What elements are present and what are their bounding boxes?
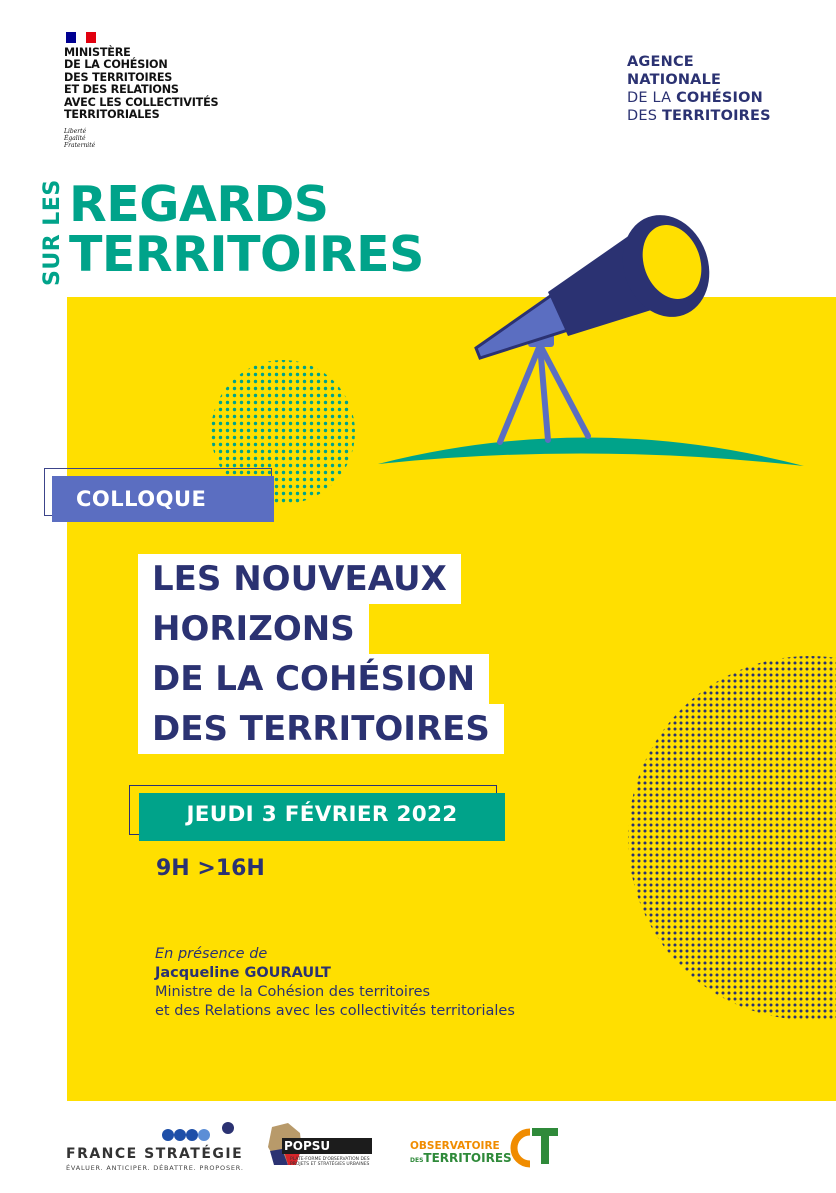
guest-role-line-2: et des Relations avec les collectivités territoriales [155,1003,515,1019]
ministry-line: ET DES RELATIONS [64,83,179,97]
france-strategie-name: FRANCE STRATÉGIE [66,1146,244,1162]
navy-dot-circle [628,656,836,1020]
event-hours: 9H >16H [156,856,265,881]
agency-line-1: AGENCE [627,54,694,70]
agency-line-4-bold: TERRITOIRES [661,108,771,124]
france-strategie-logo [66,1128,244,1172]
observatoire-ct-icon [508,1126,560,1168]
popsu-name: POPSU [282,1138,372,1154]
popsu-tagline: PLATE-FORME D'OBSERVATION DES PROJETS ET STRATÉGIES URBAINES [290,1157,370,1167]
motto-line: Égalité [64,135,86,142]
presence-intro: En présence de [155,946,268,962]
event-date: JEUDI 3 FÉVRIER 2022 [139,793,505,841]
ministry-line: DE LA COHÉSION [64,58,168,72]
guest-name: Jacqueline GOURAULT [155,965,331,981]
series-title-line-2: TERRITOIRES [69,226,424,283]
event-title-line-1: LES NOUVEAUX [138,554,461,604]
telescope-icon [476,203,723,442]
ministry-line: TERRITORIALES [64,108,160,122]
event-title-line-4: DES TERRITOIRES [138,704,504,754]
event-title-line-2: HORIZONS [138,604,369,654]
ministry-line: DES TERRITOIRES [64,70,173,84]
observatoire-line-2-prefix: DES [410,1157,424,1164]
motto-line: Fraternité [64,142,96,149]
observatoire-line-1: OBSERVATOIRE [410,1140,500,1152]
hill-icon [378,437,804,466]
agency-line-3-bold: COHÉSION [676,90,763,106]
motto-line: Liberté [64,128,87,135]
series-title-line-1: REGARDS [69,176,329,233]
observatoire-logo [410,1140,512,1167]
agency-line-2: NATIONALE [627,72,722,88]
agency-line-3-prefix: DE LA [627,90,677,106]
event-type-label: COLLOQUE [52,476,274,522]
ministry-line: AVEC LES COLLECTIVITÉS [64,95,219,109]
event-title-line-3: DE LA COHÉSION [138,654,489,704]
agency-line-4-prefix: DES [627,108,662,124]
guest-role-line-1: Ministre de la Cohésion des territoires [155,984,431,1000]
observatoire-line-2: TERRITOIRES [423,1151,512,1165]
guest-info [155,945,515,1021]
france-strategie-tagline: ÉVALUER. ANTICIPER. DÉBATTRE. PROPOSER. [66,1164,244,1172]
series-title-prefix: SUR LES [40,179,65,286]
ministry-line: MINISTÈRE [64,46,131,59]
